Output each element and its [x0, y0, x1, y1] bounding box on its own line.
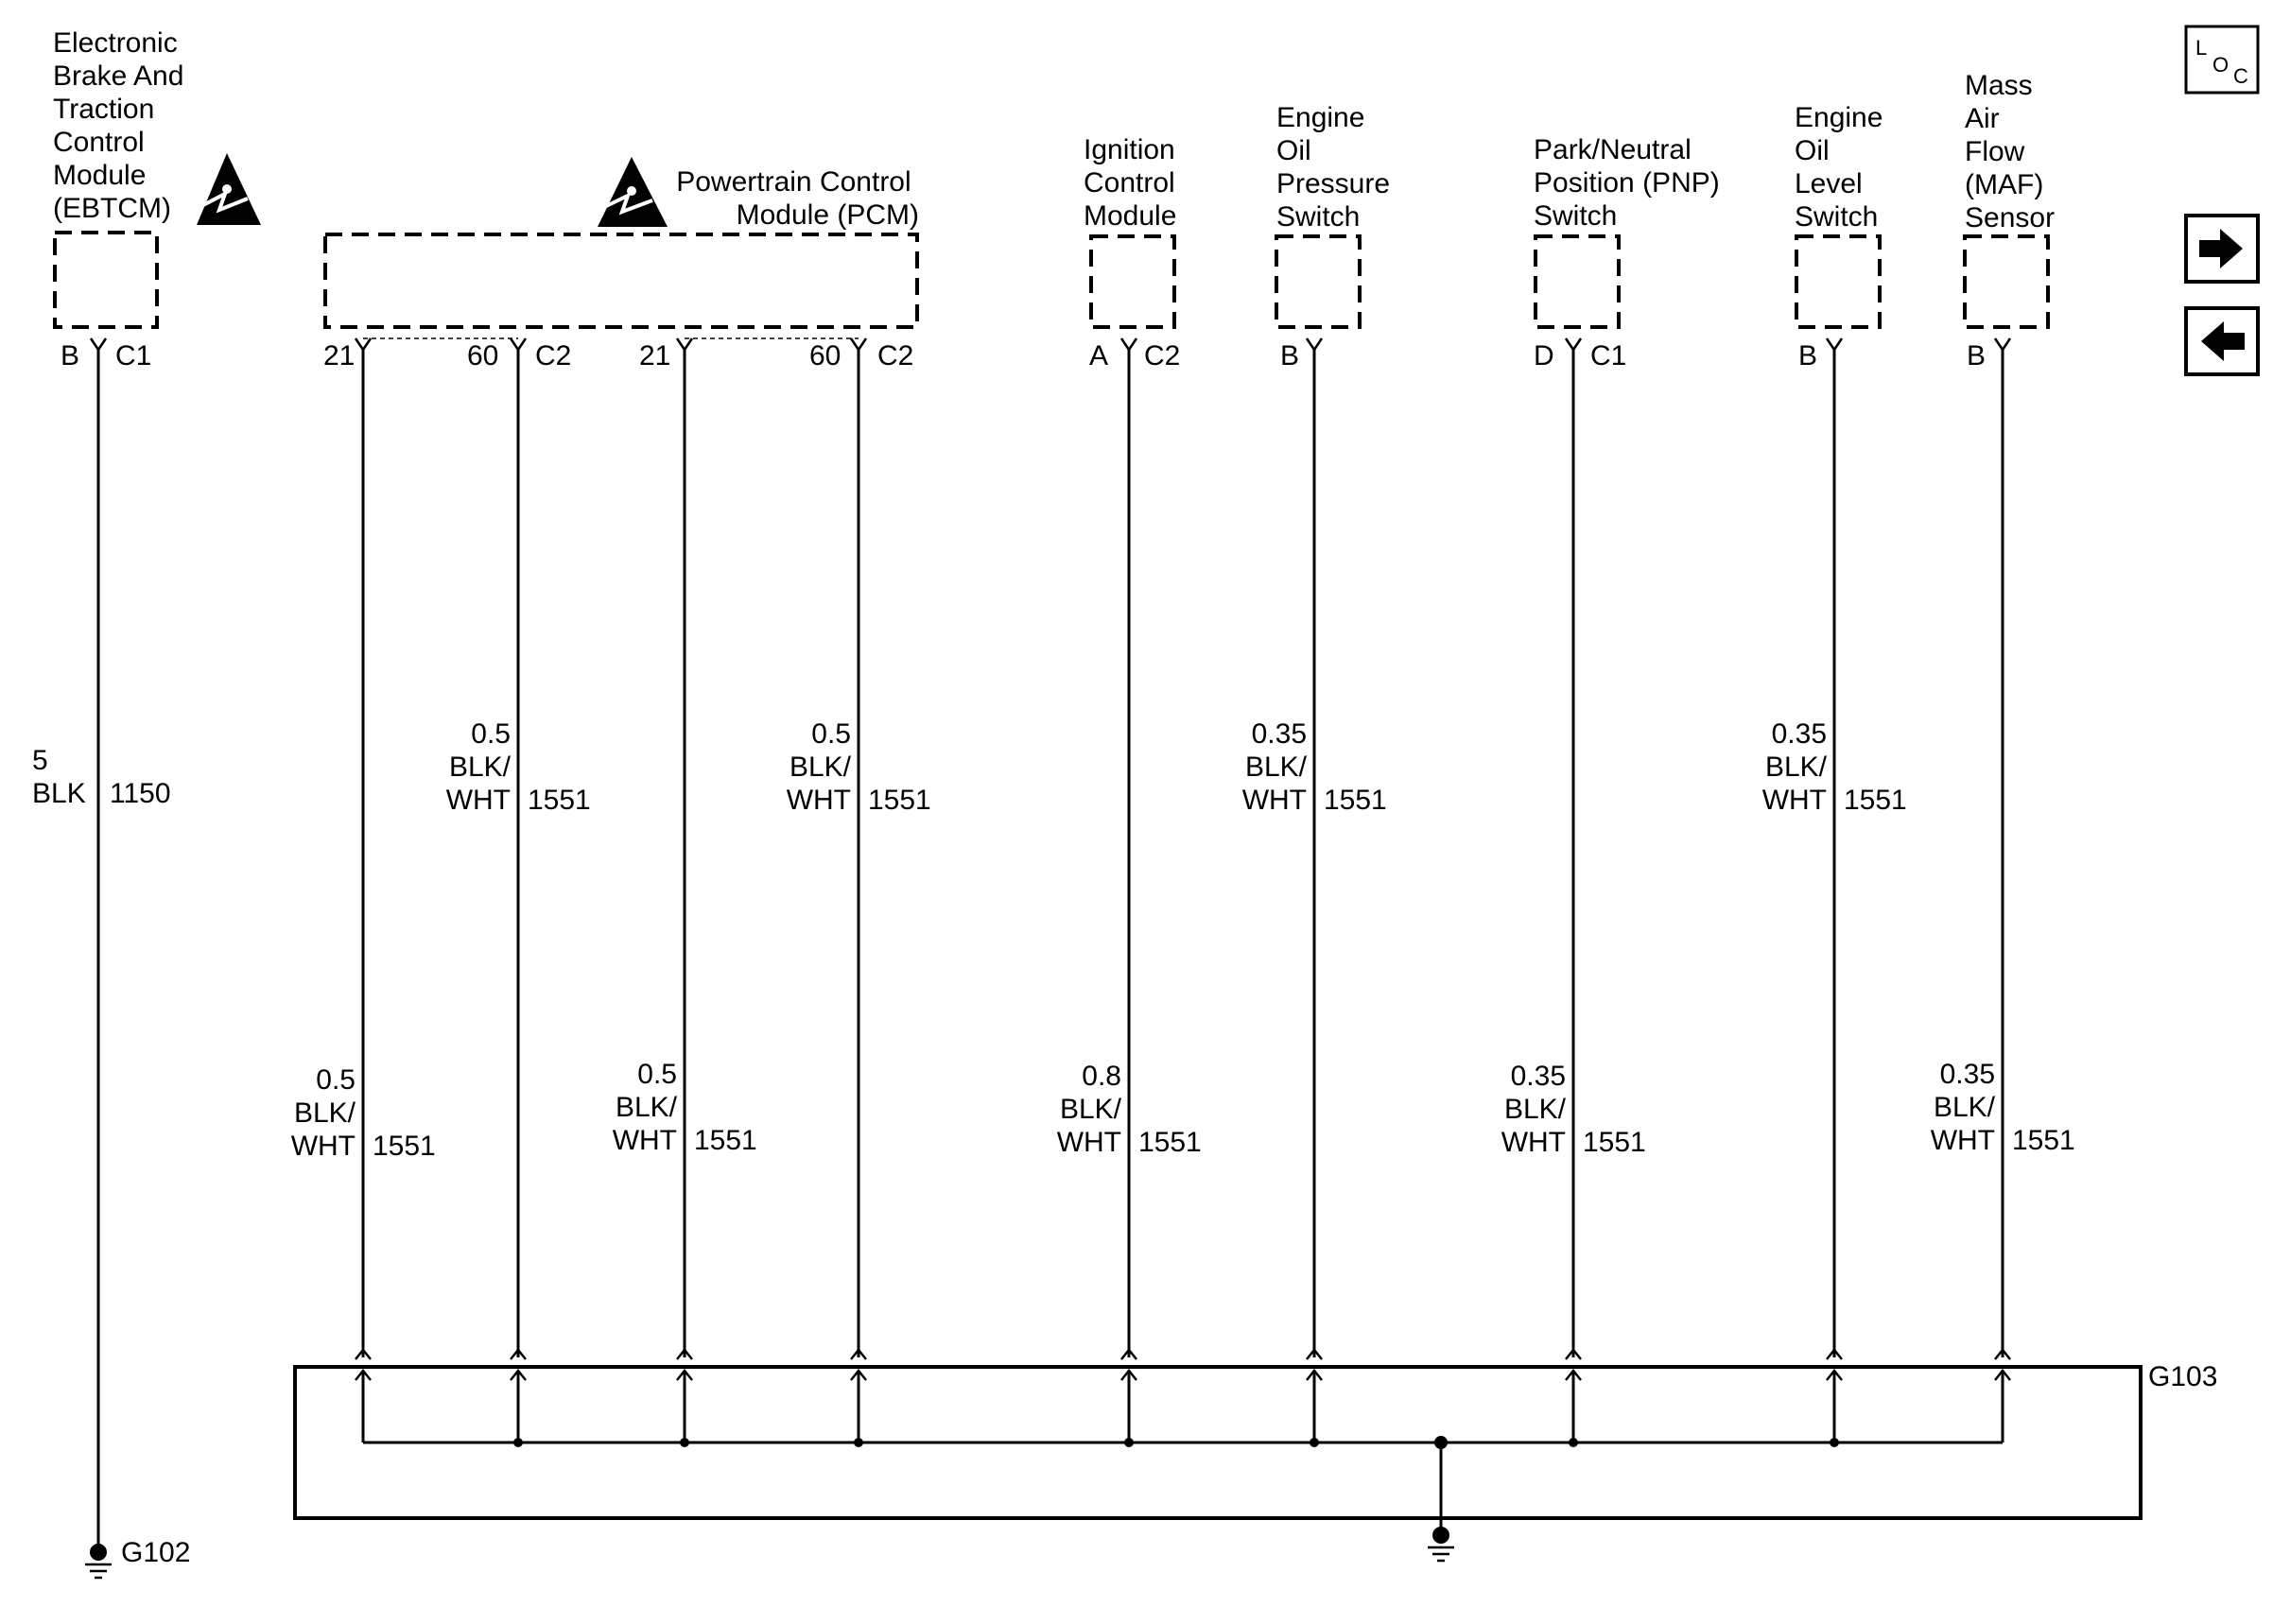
- terminal-chevron: [511, 338, 526, 350]
- svg-text:WHT: WHT: [1501, 1127, 1566, 1158]
- pcm-terminal-4: [809, 338, 913, 371]
- terminal-chevron: [1121, 338, 1136, 350]
- svg-text:1551: 1551: [2012, 1125, 2075, 1156]
- next-page-button[interactable]: [2186, 216, 2258, 282]
- pcm-name: Powertrain Control Module (PCM): [676, 166, 919, 231]
- svg-text:WHT: WHT: [786, 785, 851, 816]
- ground-label-g103: G103: [2148, 1361, 2218, 1392]
- svg-text:BLK/: BLK/: [1244, 752, 1307, 783]
- svg-text:1551: 1551: [373, 1131, 436, 1162]
- terminal-chevron: [1827, 338, 1842, 350]
- ignition-terminal: [1089, 338, 1180, 371]
- svg-text:1551: 1551: [868, 785, 931, 816]
- component-name: Engine Oil Level Switch: [1795, 102, 1883, 233]
- svg-text:0.35: 0.35: [1771, 718, 1827, 750]
- component-housing: [1796, 236, 1880, 327]
- component-housing: [1536, 236, 1619, 327]
- component-name: Ignition Control Module: [1084, 134, 1177, 232]
- esd-warning-icon: [197, 153, 261, 225]
- svg-text:WHT: WHT: [1761, 785, 1827, 816]
- terminal-chevron: [851, 338, 866, 350]
- pin-label: A: [1089, 340, 1109, 371]
- svg-text:WHT: WHT: [612, 1125, 677, 1156]
- svg-text:WHT: WHT: [290, 1131, 356, 1162]
- component-housing: [1965, 236, 2048, 327]
- svg-text:0.35: 0.35: [1251, 718, 1307, 750]
- maf-sensor: [1965, 70, 2055, 327]
- svg-text:C: C: [2233, 64, 2248, 88]
- engine-oil-level-switch: [1795, 102, 1891, 327]
- component-name: Engine Oil Pressure Switch: [1276, 102, 1391, 233]
- ebtcm-pin: B: [61, 340, 80, 371]
- ebtcm-wire-label: 5 BLK: [32, 745, 86, 809]
- svg-text:BLK/: BLK/: [615, 1092, 677, 1123]
- svg-text:1551: 1551: [528, 785, 591, 816]
- svg-text:1551: 1551: [1324, 785, 1387, 816]
- ebtcm-housing: [55, 233, 157, 327]
- pin-label: D: [1534, 340, 1554, 371]
- terminal-chevron: [1995, 338, 2010, 350]
- svg-text:WHT: WHT: [1241, 785, 1307, 816]
- svg-text:0.5: 0.5: [471, 718, 511, 750]
- pin-label: 60: [809, 340, 842, 371]
- previous-page-button[interactable]: [2186, 308, 2258, 374]
- connector-label: C2: [877, 340, 914, 371]
- terminal-chevron: [677, 338, 692, 350]
- svg-text:BLK/: BLK/: [1933, 1092, 1995, 1123]
- svg-text:WHT: WHT: [1056, 1127, 1121, 1158]
- terminal-chevron: [1566, 338, 1581, 350]
- ebtcm-component: [32, 27, 261, 1578]
- terminal-chevron: [1307, 338, 1322, 350]
- svg-text:BLK/: BLK/: [448, 752, 511, 783]
- svg-text:0.5: 0.5: [316, 1064, 356, 1096]
- svg-text:O: O: [2212, 53, 2230, 77]
- svg-text:0.8: 0.8: [1082, 1061, 1121, 1092]
- pin-label: B: [1967, 340, 1987, 371]
- svg-text:0.35: 0.35: [1510, 1061, 1566, 1092]
- terminal-chevron: [356, 338, 371, 350]
- svg-text:1551: 1551: [1138, 1127, 1202, 1158]
- component-housing: [1091, 236, 1174, 327]
- pnp-switch: [1534, 134, 1727, 327]
- svg-text:BLK/: BLK/: [293, 1097, 356, 1129]
- esd-warning-icon: [598, 157, 668, 227]
- ebtcm-connector: C1: [115, 340, 152, 371]
- svg-text:BLK/: BLK/: [1059, 1094, 1121, 1125]
- svg-text:1551: 1551: [1583, 1127, 1646, 1158]
- pnp-terminal: [1534, 338, 1626, 371]
- ground-symbol-g102: [85, 1544, 112, 1578]
- svg-text:BLK/: BLK/: [1503, 1094, 1566, 1125]
- pcm-housing: [325, 234, 917, 327]
- connector-label: C2: [1144, 340, 1181, 371]
- component-name: Mass Air Flow (MAF) Sensor: [1965, 70, 2056, 233]
- svg-text:0.5: 0.5: [811, 718, 851, 750]
- svg-text:L: L: [2195, 36, 2208, 60]
- svg-text:WHT: WHT: [445, 785, 511, 816]
- svg-text:BLK/: BLK/: [1764, 752, 1827, 783]
- component-name: Park/Neutral Position (PNP) Switch: [1534, 134, 1720, 232]
- svg-text:1551: 1551: [694, 1125, 757, 1156]
- svg-text:BLK/: BLK/: [789, 752, 851, 783]
- component-housing: [1276, 236, 1360, 327]
- component-locator-button[interactable]: [2186, 26, 2258, 93]
- connector-label: C2: [535, 340, 572, 371]
- ignition-control-module: [1084, 134, 1183, 327]
- ground-drops: [363, 1371, 2003, 1443]
- pin-label: 60: [467, 340, 499, 371]
- svg-text:0.35: 0.35: [1939, 1059, 1995, 1090]
- svg-text:1551: 1551: [1844, 785, 1907, 816]
- ground-block-g103: [295, 1350, 2217, 1561]
- connector-label: C1: [1590, 340, 1627, 371]
- ground-wires: [363, 350, 2003, 1357]
- pin-label: 21: [639, 340, 671, 371]
- svg-text:WHT: WHT: [1930, 1125, 1995, 1156]
- ebtcm-wire-circuit: 1150: [110, 778, 171, 809]
- pin-label: B: [1280, 340, 1300, 371]
- svg-text:0.5: 0.5: [637, 1059, 677, 1090]
- ebtcm-terminal: [91, 338, 106, 350]
- pin-label: 21: [323, 340, 356, 371]
- pcm-component: [325, 157, 919, 338]
- ebtcm-name: Electronic Brake And Traction Control Module (EBTCM): [53, 27, 184, 224]
- ground-symbol-g103: [1428, 1527, 1454, 1561]
- ground-label-g102: G102: [121, 1537, 191, 1568]
- engine-oil-pressure-switch: [1276, 102, 1397, 327]
- pin-label: B: [1798, 340, 1818, 371]
